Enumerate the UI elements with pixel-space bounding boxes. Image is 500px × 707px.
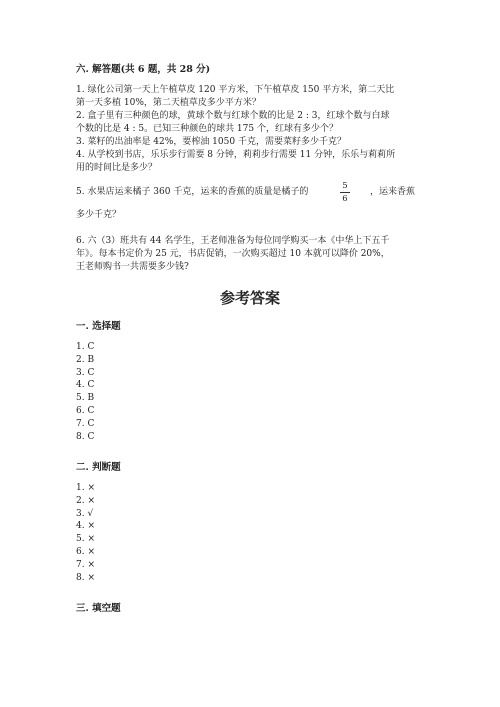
question-5-line-2: 多少千克？ [76, 210, 122, 220]
judge-answer-list [76, 482, 95, 584]
list-item: 7. × [76, 559, 95, 570]
fill-heading: 三. 填空题 [76, 603, 121, 614]
question-3: 3. 菜籽的出油率是 42%，要榨油 1050 千克，需要菜籽多少千克？ [76, 137, 346, 147]
list-item: 5. × [76, 534, 95, 545]
question-6-line-2: 年》。每本书定价为 25 元，书店促销，一次购买超过 10 本就可以降价 20%， [76, 249, 390, 259]
question-2-line-2: 个数的比是 4 : 5。已知三种颜色的球共 175 个，红球有多少个？ [76, 124, 338, 134]
question-1-line-1: 1. 绿化公司第一天上午植草皮 120 平方米，下午植草皮 150 平方米，第二天比 [76, 85, 395, 95]
list-item: 1. × [76, 483, 95, 493]
question-5-text-after: ，运来香蕉 [370, 187, 416, 197]
question-6-line-1: 6. 六（3）班共有 44 名学生，王老师准备为每位同学购买一本《中华上下五千 [76, 236, 390, 246]
list-item: 6. × [76, 546, 95, 557]
choice-heading: 一. 选择题 [76, 321, 121, 332]
list-item: 5. B [76, 393, 95, 404]
question-6-line-3: 王老师购书一共需要多少钱? [76, 262, 189, 272]
list-item: 8. C [76, 431, 95, 442]
list-item: 3. √ [76, 508, 94, 519]
list-item: 4. × [76, 521, 95, 532]
list-item: 3. C [76, 367, 95, 378]
fraction-denominator: 6 [342, 194, 348, 204]
choice-answer-list [76, 341, 94, 443]
answers-title: 参考答案 [219, 289, 280, 307]
fraction-numerator: 5 [342, 181, 348, 191]
list-item: 1. C [76, 342, 95, 352]
section-heading-solve: 六. 解答题(共 6 题，共 28 分) [76, 64, 211, 75]
list-item: 8. × [76, 572, 95, 583]
question-4-line-2: 用的时间比是多少？ [76, 163, 158, 173]
list-item: 6. C [76, 405, 95, 416]
question-2-line-1: 2. 盒子里有三种颜色的球，黄球个数与红球个数的比是 2 : 3，红球个数与白球 [76, 111, 390, 121]
list-item: 4. C [76, 380, 95, 391]
question-5-text: 5. 水果店运来橘子 360 千克，运来的香蕉的质量是橘子的 [76, 187, 309, 197]
question-1-line-2: 第一天多植 10%，第二天植草皮多少平方米？ [76, 98, 261, 108]
fraction-bar [340, 192, 350, 193]
list-item: 2. B [76, 354, 95, 365]
question-4-line-1: 4. 从学校到书店，乐乐步行需要 8 分钟，莉莉步行需要 11 分钟，乐乐与莉莉所 [76, 150, 396, 160]
judge-heading: 二. 判断题 [76, 462, 121, 473]
fraction-five-sixths [340, 181, 350, 204]
list-item: 2. × [76, 495, 95, 506]
list-item: 7. C [76, 418, 95, 429]
